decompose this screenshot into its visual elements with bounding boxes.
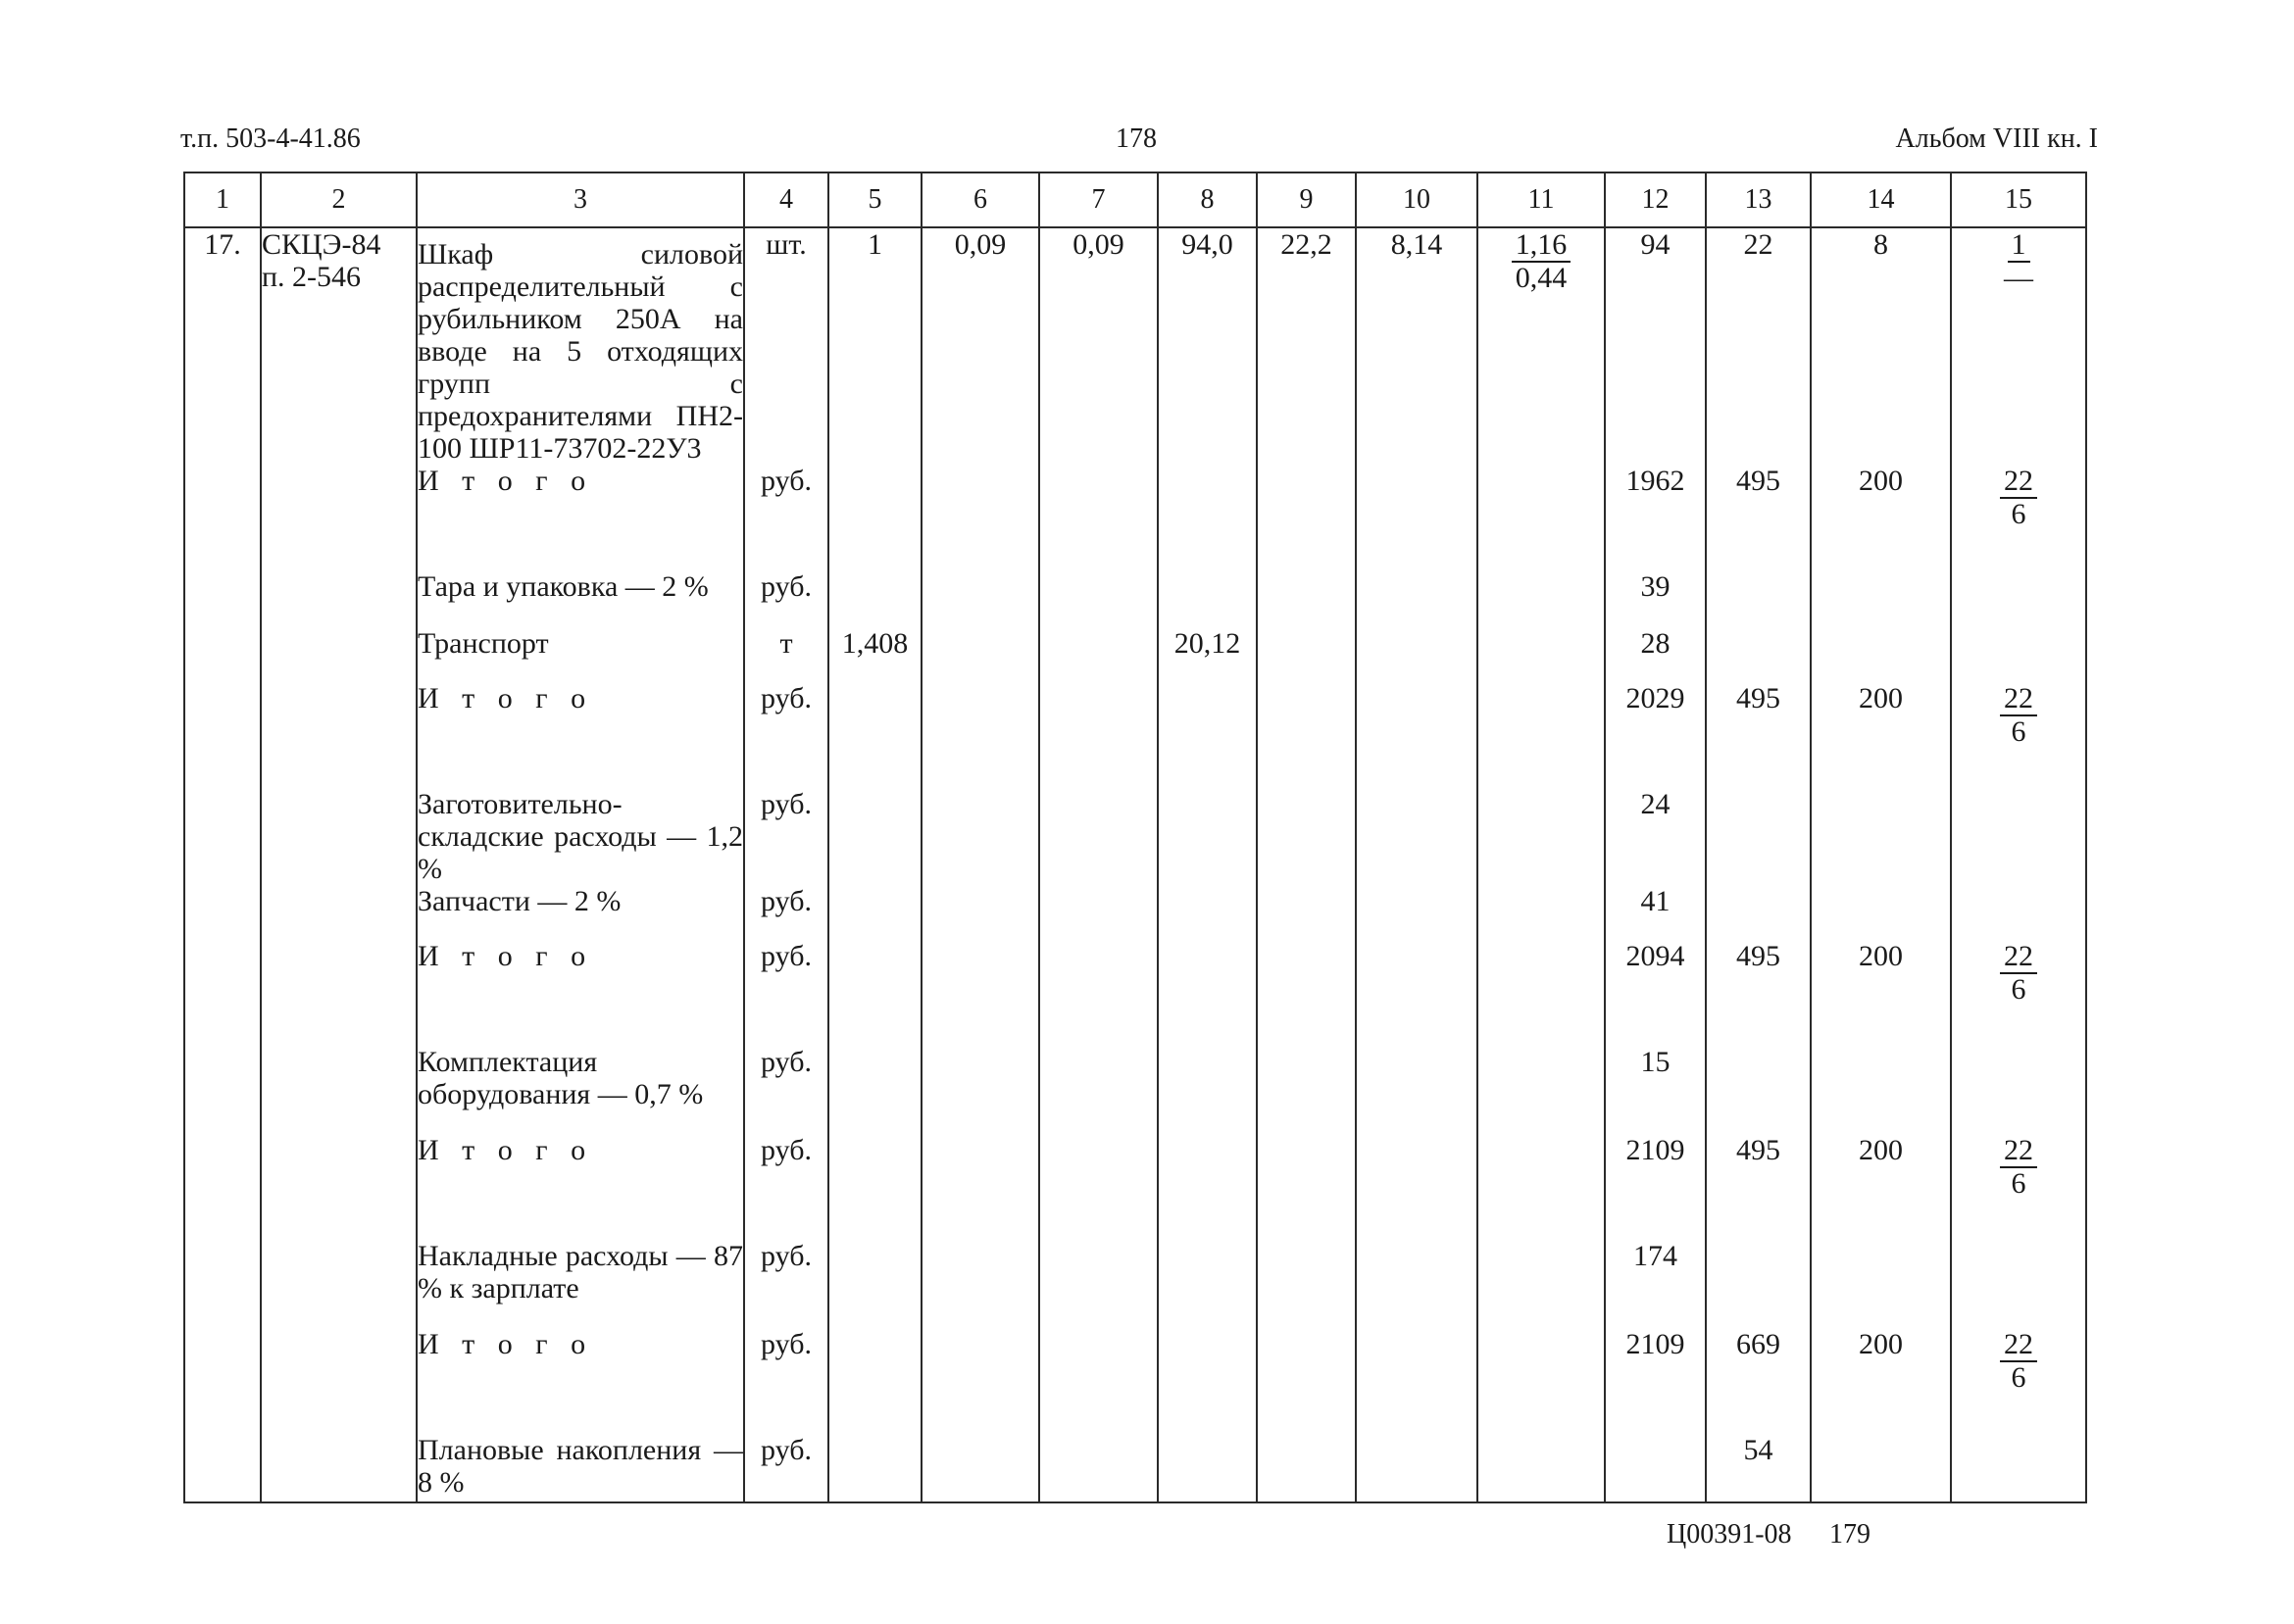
fraction-bottom: 6 xyxy=(2011,1361,2026,1394)
footer-page-number: 179 xyxy=(1829,1519,1870,1550)
cell-empty xyxy=(1257,1134,1356,1240)
row-c14 xyxy=(1811,788,1951,885)
cell-empty xyxy=(1477,682,1605,788)
row-c15 xyxy=(1951,1328,2086,1434)
fraction-top: 22 xyxy=(2000,683,2037,716)
row-c13: 495 xyxy=(1706,682,1811,788)
row-c13: 495 xyxy=(1706,465,1811,570)
row-c8 xyxy=(1158,682,1257,788)
row-c12: 1962 xyxy=(1605,465,1706,570)
cell-empty xyxy=(261,682,417,788)
fraction-bottom: 6 xyxy=(2011,973,2026,1006)
row-c5 xyxy=(828,1046,922,1134)
row-c14: 200 xyxy=(1811,940,1951,1046)
row-c12: 41 xyxy=(1605,885,1706,940)
row-description: Накладные расходы — 87 % к зарплате xyxy=(417,1240,744,1328)
column-number: 8 xyxy=(1158,172,1257,227)
row-c8 xyxy=(1158,885,1257,940)
item-c7: 0,09 xyxy=(1039,227,1158,465)
row-unit: руб. xyxy=(744,1434,828,1502)
row-c8 xyxy=(1158,570,1257,627)
row-c8: 20,12 xyxy=(1158,627,1257,682)
item-c5: 1 xyxy=(828,227,922,465)
row-c12: 174 xyxy=(1605,1240,1706,1328)
row-c13 xyxy=(1706,1046,1811,1134)
cell-empty xyxy=(922,465,1039,570)
cell-empty xyxy=(1039,1434,1158,1502)
row-c13: 669 xyxy=(1706,1328,1811,1434)
cell-empty xyxy=(1257,465,1356,570)
cell-empty xyxy=(922,627,1039,682)
cell-empty xyxy=(184,788,261,885)
column-number: 13 xyxy=(1706,172,1811,227)
row-c8 xyxy=(1158,1328,1257,1434)
table-row xyxy=(184,1134,2086,1240)
row-c15 xyxy=(1951,885,2086,940)
cell-empty xyxy=(1356,627,1477,682)
row-c15 xyxy=(1951,1434,2086,1502)
cell-empty xyxy=(922,1134,1039,1240)
cell-empty xyxy=(1039,682,1158,788)
cell-empty xyxy=(184,682,261,788)
row-c13: 495 xyxy=(1706,1134,1811,1240)
table-row xyxy=(184,940,2086,1046)
cell-empty xyxy=(1039,465,1158,570)
row-description: Транспорт xyxy=(417,627,744,682)
cell-empty xyxy=(1356,1240,1477,1328)
cell-empty xyxy=(261,465,417,570)
cell-empty xyxy=(261,1434,417,1502)
cell-empty xyxy=(184,1434,261,1502)
row-c13 xyxy=(1706,1240,1811,1328)
row-c14 xyxy=(1811,885,1951,940)
row-c12: 24 xyxy=(1605,788,1706,885)
cell-empty xyxy=(184,465,261,570)
cell-empty xyxy=(1039,940,1158,1046)
table-row xyxy=(184,788,2086,885)
row-c15 xyxy=(1951,682,2086,788)
row-c14: 200 xyxy=(1811,1328,1951,1434)
column-number: 10 xyxy=(1356,172,1477,227)
row-c15 xyxy=(1951,570,2086,627)
row-c5 xyxy=(828,940,922,1046)
item-description: Шкаф силовой распределительный с рубильником 250А на вводе на 5 отходящих групп с предохранителями ПН2-100 ШР11-73702-22У3 xyxy=(417,227,744,465)
cell-empty xyxy=(184,570,261,627)
row-c5 xyxy=(828,1240,922,1328)
footer-code: Ц00391-08 xyxy=(1667,1519,1792,1550)
cell-empty xyxy=(1039,1328,1158,1434)
cell-empty xyxy=(1477,1134,1605,1240)
row-c15 xyxy=(1951,465,2086,570)
row-c15 xyxy=(1951,627,2086,682)
row-c14 xyxy=(1811,570,1951,627)
cell-empty xyxy=(1356,1328,1477,1434)
row-c15 xyxy=(1951,1134,2086,1240)
cell-empty xyxy=(184,1134,261,1240)
row-c5 xyxy=(828,682,922,788)
row-c8 xyxy=(1158,940,1257,1046)
item-c8: 94,0 xyxy=(1158,227,1257,465)
row-description: Запчасти — 2 % xyxy=(417,885,744,940)
item-c10: 8,14 xyxy=(1356,227,1477,465)
table-row xyxy=(184,465,2086,570)
cell-empty xyxy=(261,627,417,682)
cell-empty xyxy=(261,1328,417,1434)
cell-empty xyxy=(261,1046,417,1134)
row-c14 xyxy=(1811,627,1951,682)
row-unit: руб. xyxy=(744,1328,828,1434)
cell-empty xyxy=(922,682,1039,788)
row-unit: руб. xyxy=(744,1134,828,1240)
fraction-bottom: 6 xyxy=(2011,498,2026,530)
row-c14: 200 xyxy=(1811,682,1951,788)
item-c6: 0,09 xyxy=(922,227,1039,465)
row-c5 xyxy=(828,1434,922,1502)
row-description: Комплектация оборудования — 0,7 % xyxy=(417,1046,744,1134)
cell-empty xyxy=(1257,885,1356,940)
cell-empty xyxy=(261,885,417,940)
row-c13 xyxy=(1706,627,1811,682)
row-c8 xyxy=(1158,465,1257,570)
cell-empty xyxy=(1356,1134,1477,1240)
row-c12: 2109 xyxy=(1605,1328,1706,1434)
table-row xyxy=(184,627,2086,682)
row-unit: руб. xyxy=(744,885,828,940)
row-description: И т о г о xyxy=(417,1134,744,1240)
row-unit: т xyxy=(744,627,828,682)
row-description: Плановые накопления — 8 % xyxy=(417,1434,744,1502)
cell-empty xyxy=(1356,682,1477,788)
cell-empty xyxy=(1039,1134,1158,1240)
row-c12: 28 xyxy=(1605,627,1706,682)
row-c8 xyxy=(1158,788,1257,885)
item-row xyxy=(184,227,2086,465)
cell-empty xyxy=(1477,1046,1605,1134)
cell-empty xyxy=(1257,1434,1356,1502)
cell-empty xyxy=(1477,1240,1605,1328)
column-number: 3 xyxy=(417,172,744,227)
item-c12: 94 xyxy=(1605,227,1706,465)
row-c12: 15 xyxy=(1605,1046,1706,1134)
row-c15 xyxy=(1951,1046,2086,1134)
album-label: Альбом VIII кн. I xyxy=(1895,123,2098,154)
cell-empty xyxy=(1477,570,1605,627)
fraction-bottom: — xyxy=(2004,262,2033,294)
column-number: 14 xyxy=(1811,172,1951,227)
row-unit: руб. xyxy=(744,788,828,885)
cell-empty xyxy=(1039,1046,1158,1134)
row-unit: руб. xyxy=(744,940,828,1046)
fraction-top: 22 xyxy=(2000,941,2037,974)
cell-empty xyxy=(1039,627,1158,682)
cell-empty xyxy=(1257,682,1356,788)
item-unit: шт. xyxy=(744,227,828,465)
cell-empty xyxy=(1477,788,1605,885)
row-unit: руб. xyxy=(744,1240,828,1328)
column-number: 4 xyxy=(744,172,828,227)
row-c8 xyxy=(1158,1434,1257,1502)
row-description: И т о г о xyxy=(417,940,744,1046)
fraction-top: 1 xyxy=(2008,229,2030,263)
cell-empty xyxy=(1257,627,1356,682)
cell-empty xyxy=(922,788,1039,885)
item-code-line1: СКЦЭ-84 xyxy=(262,228,381,261)
row-c8 xyxy=(1158,1046,1257,1134)
cell-empty xyxy=(184,940,261,1046)
column-number-row xyxy=(184,172,2086,227)
cell-empty xyxy=(1477,627,1605,682)
cell-empty xyxy=(922,1328,1039,1434)
cell-empty xyxy=(261,788,417,885)
row-description: Тара и упаковка — 2 % xyxy=(417,570,744,627)
row-c14: 200 xyxy=(1811,465,1951,570)
table-row xyxy=(184,1240,2086,1328)
cell-empty xyxy=(184,1328,261,1434)
row-unit: руб. xyxy=(744,465,828,570)
cell-empty xyxy=(184,627,261,682)
table-row xyxy=(184,1328,2086,1434)
fraction-top: 22 xyxy=(2000,1135,2037,1168)
row-c8 xyxy=(1158,1240,1257,1328)
table-row xyxy=(184,570,2086,627)
column-number: 9 xyxy=(1257,172,1356,227)
row-unit: руб. xyxy=(744,682,828,788)
fraction xyxy=(2000,229,2037,294)
cell-empty xyxy=(1039,570,1158,627)
row-c15 xyxy=(1951,940,2086,1046)
cell-empty xyxy=(1039,885,1158,940)
estimate-table xyxy=(183,172,2087,1503)
item-c11 xyxy=(1477,227,1605,465)
row-description: И т о г о xyxy=(417,465,744,570)
cell-empty xyxy=(1477,465,1605,570)
row-c5 xyxy=(828,885,922,940)
fraction-top: 22 xyxy=(2000,466,2037,499)
row-description: Заготовительно-складские расходы — 1,2 % xyxy=(418,788,743,885)
row-c14 xyxy=(1811,1434,1951,1502)
column-number: 5 xyxy=(828,172,922,227)
table-row xyxy=(184,682,2086,788)
cell-empty xyxy=(922,885,1039,940)
row-c13 xyxy=(1706,885,1811,940)
row-unit: руб. xyxy=(744,570,828,627)
column-number: 12 xyxy=(1605,172,1706,227)
fraction-bottom: 6 xyxy=(2011,715,2026,748)
fraction xyxy=(2000,1329,2037,1394)
item-c13: 22 xyxy=(1706,227,1811,465)
row-description: И т о г о xyxy=(417,682,744,788)
column-number: 7 xyxy=(1039,172,1158,227)
row-c12: 2109 xyxy=(1605,1134,1706,1240)
fraction-top: 22 xyxy=(2000,1329,2037,1362)
cell-empty xyxy=(1356,885,1477,940)
row-c15 xyxy=(1951,788,2086,885)
row-c5: 1,408 xyxy=(828,627,922,682)
page-number: 178 xyxy=(1116,123,1157,154)
item-c14: 8 xyxy=(1811,227,1951,465)
cell-empty xyxy=(1257,1240,1356,1328)
row-c5 xyxy=(828,1134,922,1240)
table-row xyxy=(184,1046,2086,1134)
cell-empty xyxy=(1257,570,1356,627)
cell-empty xyxy=(922,1434,1039,1502)
fraction xyxy=(2000,683,2037,748)
row-unit: руб. xyxy=(744,1046,828,1134)
item-code xyxy=(261,227,417,465)
cell-empty xyxy=(184,885,261,940)
cell-empty xyxy=(261,1134,417,1240)
cell-empty xyxy=(922,1240,1039,1328)
cell-empty xyxy=(1257,940,1356,1046)
row-c5 xyxy=(828,465,922,570)
fraction-bottom: 0,44 xyxy=(1515,262,1568,294)
row-c5 xyxy=(828,570,922,627)
item-code-line2: п. 2-546 xyxy=(262,261,362,293)
cell-empty xyxy=(922,940,1039,1046)
cell-empty xyxy=(1477,940,1605,1046)
cell-empty xyxy=(922,1046,1039,1134)
cell-empty xyxy=(1356,1046,1477,1134)
cell-empty xyxy=(1356,465,1477,570)
cell-empty xyxy=(1257,1328,1356,1434)
cell-empty xyxy=(1477,1328,1605,1434)
row-c12: 2029 xyxy=(1605,682,1706,788)
column-number: 11 xyxy=(1477,172,1605,227)
row-c5 xyxy=(828,1328,922,1434)
table-row xyxy=(184,885,2086,940)
cell-empty xyxy=(1356,940,1477,1046)
cell-empty xyxy=(922,570,1039,627)
fraction-top: 1,16 xyxy=(1512,229,1571,263)
cell-empty xyxy=(1356,570,1477,627)
row-c15 xyxy=(1951,1240,2086,1328)
column-number: 1 xyxy=(184,172,261,227)
row-c14 xyxy=(1811,1046,1951,1134)
table-row xyxy=(184,1434,2086,1502)
column-number: 6 xyxy=(922,172,1039,227)
cell-empty xyxy=(1039,1240,1158,1328)
document-code: т.п. 503-4-41.86 xyxy=(180,123,361,154)
cell-empty xyxy=(261,1240,417,1328)
column-number: 15 xyxy=(1951,172,2086,227)
row-c14: 200 xyxy=(1811,1134,1951,1240)
row-c13: 54 xyxy=(1706,1434,1811,1502)
cell-empty xyxy=(1356,1434,1477,1502)
fraction xyxy=(2000,1135,2037,1200)
row-c12 xyxy=(1605,1434,1706,1502)
row-c12: 2094 xyxy=(1605,940,1706,1046)
fraction-bottom: 6 xyxy=(2011,1167,2026,1200)
fraction xyxy=(2000,941,2037,1006)
row-c13: 495 xyxy=(1706,940,1811,1046)
cell-empty xyxy=(1477,1434,1605,1502)
row-c13 xyxy=(1706,570,1811,627)
cell-empty xyxy=(184,1240,261,1328)
item-c9: 22,2 xyxy=(1257,227,1356,465)
item-c15 xyxy=(1951,227,2086,465)
row-c8 xyxy=(1158,1134,1257,1240)
row-c5 xyxy=(828,788,922,885)
cell-empty xyxy=(261,940,417,1046)
fraction xyxy=(1512,229,1571,294)
cell-empty xyxy=(1257,1046,1356,1134)
cell-empty xyxy=(1356,788,1477,885)
fraction xyxy=(2000,466,2037,530)
row-c14 xyxy=(1811,1240,1951,1328)
row-description: И т о г о xyxy=(417,1328,744,1434)
cell-empty xyxy=(261,570,417,627)
cell-empty xyxy=(184,1046,261,1134)
item-number: 17. xyxy=(184,227,261,465)
column-number: 2 xyxy=(261,172,417,227)
row-c13 xyxy=(1706,788,1811,885)
cell-empty xyxy=(1257,788,1356,885)
row-c12: 39 xyxy=(1605,570,1706,627)
cell-empty xyxy=(1039,788,1158,885)
cell-empty xyxy=(1477,885,1605,940)
